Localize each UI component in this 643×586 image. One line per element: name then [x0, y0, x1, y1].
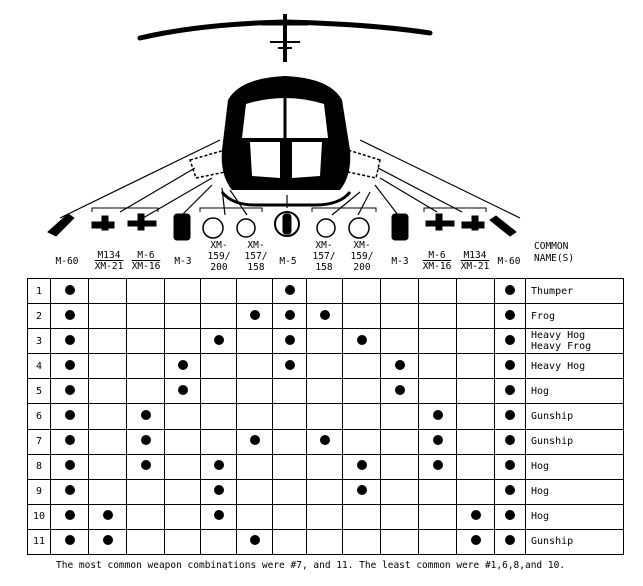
weapon-mark-dot: [65, 510, 75, 520]
col-header-1: M134 XM-21: [94, 250, 124, 272]
col-header-11: M134 XM-21: [460, 250, 490, 272]
cell: [419, 404, 457, 429]
cell: [89, 354, 127, 379]
weapon-mark-dot: [250, 535, 260, 545]
row-number: 6: [28, 404, 51, 429]
cell: [237, 454, 273, 479]
common-name: [526, 404, 624, 429]
cell: [273, 354, 307, 379]
m134-right-icon: [462, 216, 484, 230]
weapon-mark-dot: [505, 460, 515, 470]
row-number: 8: [28, 454, 51, 479]
cell: [307, 379, 343, 404]
weapon-mark-dot: [505, 485, 515, 495]
cell: [495, 454, 526, 479]
cell: [273, 529, 307, 554]
row-number: 4: [28, 354, 51, 379]
cell: [273, 329, 307, 354]
weapon-mark-dot: [65, 485, 75, 495]
cell: [165, 404, 201, 429]
m6-left-icon: [128, 214, 156, 230]
cell: [237, 354, 273, 379]
weapon-mark-dot: [214, 485, 224, 495]
weapon-icons: [48, 212, 516, 240]
cell: [127, 454, 165, 479]
cell: [89, 429, 127, 454]
table-row: [28, 529, 624, 554]
table-row: [28, 504, 624, 529]
cell: [127, 479, 165, 504]
weapon-mark-dot: [141, 410, 151, 420]
table-row: [28, 279, 624, 304]
cell: [343, 329, 381, 354]
cell: [343, 429, 381, 454]
cell: [343, 404, 381, 429]
m60-right-icon: [490, 216, 516, 236]
common-name: [526, 329, 624, 354]
cell: [273, 479, 307, 504]
weapon-mark-dot: [250, 310, 260, 320]
cell: [381, 304, 419, 329]
cell: [343, 504, 381, 529]
weapon-mark-dot: [214, 460, 224, 470]
cell: [89, 479, 127, 504]
cell: [201, 379, 237, 404]
cell: [127, 279, 165, 304]
cell: [381, 329, 419, 354]
weapon-mark-dot: [395, 385, 405, 395]
m3-right-icon: [392, 214, 408, 240]
cell: [419, 379, 457, 404]
cell: [419, 329, 457, 354]
weapon-mark-dot: [65, 285, 75, 295]
cell: [457, 329, 495, 354]
cell: [457, 404, 495, 429]
cell: [237, 379, 273, 404]
cell: [237, 404, 273, 429]
table-row: [28, 329, 624, 354]
cell: [127, 304, 165, 329]
cell: [457, 529, 495, 554]
cell: [51, 454, 89, 479]
cell: [457, 304, 495, 329]
cell: [273, 379, 307, 404]
cell: [127, 379, 165, 404]
weapon-mark-dot: [505, 435, 515, 445]
cell: [127, 429, 165, 454]
col-header-6: M-5: [279, 256, 297, 267]
cell: [165, 329, 201, 354]
weapon-mark-dot: [65, 310, 75, 320]
cell: [127, 529, 165, 554]
weapon-mark-dot: [285, 310, 295, 320]
cell: [419, 354, 457, 379]
weapon-mark-dot: [178, 385, 188, 395]
weapon-mark-dot: [357, 335, 367, 345]
cell: [419, 504, 457, 529]
cell: [89, 404, 127, 429]
common-name-line: Heavy Hog: [531, 360, 586, 372]
cell: [127, 404, 165, 429]
cell: [127, 329, 165, 354]
cell: [419, 529, 457, 554]
cell: [89, 379, 127, 404]
table-row: [28, 454, 624, 479]
cell: [307, 529, 343, 554]
cell: [495, 404, 526, 429]
cell: [51, 329, 89, 354]
cell: [457, 279, 495, 304]
table-row: [28, 404, 624, 429]
cell: [51, 404, 89, 429]
col-header-0: M-60: [55, 256, 79, 267]
weapon-mark-dot: [471, 535, 481, 545]
weapon-combination-table: [27, 278, 624, 555]
cell: [307, 404, 343, 429]
m134-left-icon: [92, 216, 114, 230]
common-name: [526, 304, 624, 329]
col-header-10: M-6 XM-16: [422, 250, 452, 272]
cell: [237, 504, 273, 529]
cell: [273, 279, 307, 304]
cell: [273, 454, 307, 479]
cell: [201, 504, 237, 529]
weapon-mark-dot: [433, 410, 443, 420]
cell: [307, 454, 343, 479]
cell: [307, 504, 343, 529]
weapon-mark-dot: [471, 510, 481, 520]
cell: [51, 379, 89, 404]
cell: [165, 479, 201, 504]
cell: [457, 479, 495, 504]
col-header-9: M-3: [391, 256, 409, 267]
common-name-line: Heavy Frog: [531, 341, 592, 353]
row-number: 9: [28, 479, 51, 504]
row-number: 5: [28, 379, 51, 404]
cell: [381, 479, 419, 504]
weapon-mark-dot: [505, 385, 515, 395]
common-name-header: COMMON NAME(S): [534, 241, 575, 264]
cell: [381, 379, 419, 404]
cell: [51, 504, 89, 529]
cell: [273, 504, 307, 529]
cell: [51, 304, 89, 329]
cell: [201, 429, 237, 454]
weapon-mark-dot: [395, 360, 405, 370]
weapon-mark-dot: [505, 510, 515, 520]
cell: [495, 504, 526, 529]
cell: [273, 304, 307, 329]
weapon-mark-dot: [505, 360, 515, 370]
cell: [343, 304, 381, 329]
cell: [457, 429, 495, 454]
cell: [89, 454, 127, 479]
cell: [273, 429, 307, 454]
row-number: 11: [28, 529, 51, 554]
cell: [307, 429, 343, 454]
cell: [89, 304, 127, 329]
cell: [343, 529, 381, 554]
weapon-mark-dot: [505, 410, 515, 420]
weapon-mark-dot: [433, 435, 443, 445]
weapon-mark-dot: [250, 435, 260, 445]
weapon-mark-dot: [178, 360, 188, 370]
weapon-mark-dot: [65, 535, 75, 545]
common-name: [526, 529, 624, 554]
weapon-mark-dot: [320, 310, 330, 320]
table-row: [28, 304, 624, 329]
cell: [457, 454, 495, 479]
row-number: 7: [28, 429, 51, 454]
common-name-line: Hog: [531, 511, 550, 523]
col-header-3: M-3: [174, 256, 192, 267]
cell: [307, 329, 343, 354]
row-number: 2: [28, 304, 51, 329]
weapon-mark-dot: [320, 435, 330, 445]
m3-left-icon: [174, 214, 190, 240]
cell: [51, 429, 89, 454]
cell: [237, 329, 273, 354]
table-row: [28, 479, 624, 504]
cell: [457, 504, 495, 529]
weapon-mark-dot: [214, 335, 224, 345]
cell: [51, 354, 89, 379]
cell: [273, 404, 307, 429]
cell: [495, 279, 526, 304]
common-name: [526, 279, 624, 304]
cell: [343, 379, 381, 404]
common-name-line: Hog: [531, 486, 550, 498]
weapon-mark-dot: [433, 460, 443, 470]
cell: [165, 429, 201, 454]
cell: [127, 354, 165, 379]
common-name-line: Gunship: [531, 536, 574, 548]
cell: [201, 304, 237, 329]
cell: [89, 329, 127, 354]
cell: [51, 529, 89, 554]
cell: [495, 304, 526, 329]
weapon-mark-dot: [65, 460, 75, 470]
weapon-mark-dot: [65, 335, 75, 345]
weapon-mark-dot: [285, 285, 295, 295]
cell: [201, 329, 237, 354]
cell: [89, 279, 127, 304]
weapon-mark-dot: [505, 285, 515, 295]
m6-right-icon: [426, 214, 454, 230]
weapon-mark-dot: [505, 535, 515, 545]
weapon-mark-dot: [103, 535, 113, 545]
cell: [165, 504, 201, 529]
cell: [495, 354, 526, 379]
cell: [237, 479, 273, 504]
common-name-line: Frog: [531, 310, 556, 322]
cell: [165, 304, 201, 329]
cell: [237, 279, 273, 304]
cell: [201, 354, 237, 379]
cell: [495, 329, 526, 354]
common-name: [526, 454, 624, 479]
col-header-8: XM- 159/ 200: [350, 240, 374, 273]
common-name: [526, 354, 624, 379]
cell: [201, 529, 237, 554]
weapon-mark-dot: [214, 510, 224, 520]
cell: [495, 379, 526, 404]
col-header-5: XM- 157/ 158: [244, 240, 268, 273]
cell: [495, 479, 526, 504]
common-name: [526, 504, 624, 529]
cell: [343, 279, 381, 304]
cell: [165, 454, 201, 479]
cell: [237, 529, 273, 554]
common-name-line: Thumper: [531, 285, 574, 297]
cell: [237, 429, 273, 454]
cell: [495, 429, 526, 454]
row-number: 3: [28, 329, 51, 354]
col-header-4: XM- 159/ 200: [207, 240, 231, 273]
cell: [381, 454, 419, 479]
cell: [419, 304, 457, 329]
col-header-7: XM- 157/ 158: [312, 240, 336, 273]
cell: [165, 529, 201, 554]
cell: [381, 404, 419, 429]
cell: [307, 279, 343, 304]
common-name-line: Hog: [531, 461, 550, 473]
cell: [51, 479, 89, 504]
common-name: [526, 479, 624, 504]
cell: [201, 279, 237, 304]
cell: [89, 529, 127, 554]
cell: [381, 279, 419, 304]
cell: [237, 304, 273, 329]
cell: [127, 504, 165, 529]
cell: [381, 504, 419, 529]
weapon-mark-dot: [103, 510, 113, 520]
common-name: [526, 429, 624, 454]
weapon-mark-dot: [65, 410, 75, 420]
cell: [165, 279, 201, 304]
cell: [419, 479, 457, 504]
table-row: [28, 379, 624, 404]
cell: [307, 479, 343, 504]
cell: [165, 354, 201, 379]
cell: [381, 529, 419, 554]
common-name: [526, 379, 624, 404]
cell: [495, 529, 526, 554]
cell: [419, 279, 457, 304]
cell: [381, 429, 419, 454]
weapon-mark-dot: [141, 460, 151, 470]
row-number: 1: [28, 279, 51, 304]
weapon-mark-dot: [357, 460, 367, 470]
xm159-left-icon: [203, 218, 223, 238]
weapon-mark-dot: [505, 310, 515, 320]
weapon-mark-dot: [65, 385, 75, 395]
footnote: The most common weapon combinations were #7, and 11. The least common were #1,6,8,and 10.: [56, 560, 566, 571]
cell: [51, 279, 89, 304]
weapon-mark-dot: [285, 335, 295, 345]
cell: [343, 479, 381, 504]
table-row: [28, 354, 624, 379]
weapon-mark-dot: [65, 435, 75, 445]
cell: [89, 504, 127, 529]
cell: [419, 454, 457, 479]
col-header-12: M-60: [497, 256, 521, 267]
weapon-mark-dot: [65, 360, 75, 370]
cell: [307, 304, 343, 329]
common-name-line: Heavy Hog: [531, 330, 586, 342]
cell: [343, 454, 381, 479]
weapon-mark-dot: [141, 435, 151, 445]
cell: [201, 404, 237, 429]
cell: [381, 354, 419, 379]
weapon-mark-dot: [285, 360, 295, 370]
cell: [457, 354, 495, 379]
col-header-2: M-6 XM-16: [131, 250, 161, 272]
weapon-mark-dot: [357, 485, 367, 495]
cell: [201, 479, 237, 504]
cell: [307, 354, 343, 379]
weapon-mark-dot: [505, 335, 515, 345]
cell: [419, 429, 457, 454]
table-row: [28, 429, 624, 454]
cell: [343, 354, 381, 379]
cell: [165, 379, 201, 404]
common-name-line: Gunship: [531, 411, 574, 423]
common-name-line: Hog: [531, 385, 550, 397]
common-name-line: Gunship: [531, 436, 574, 448]
cell: [201, 454, 237, 479]
cell: [457, 379, 495, 404]
row-number: 10: [28, 504, 51, 529]
